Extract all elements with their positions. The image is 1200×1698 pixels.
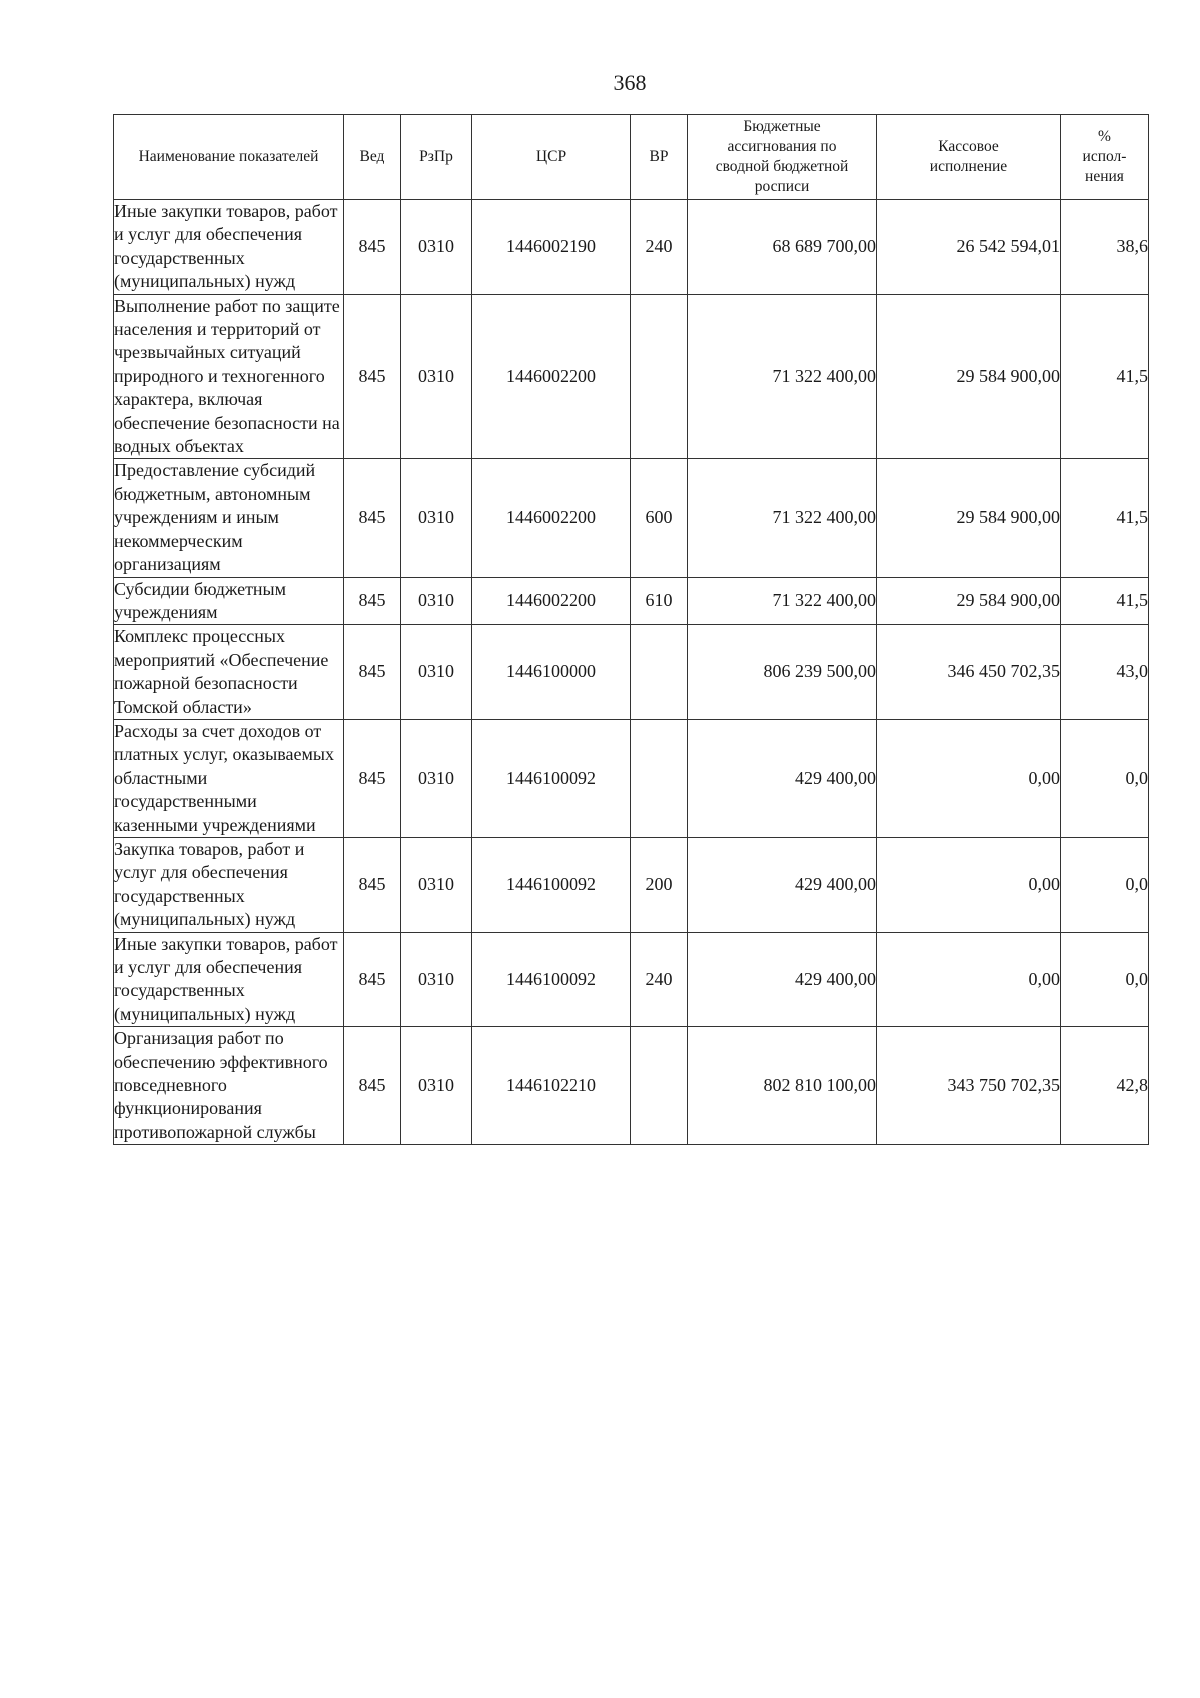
row-vr: 240 [631,200,688,295]
table-row [114,719,1149,837]
header-csr: ЦСР [472,115,631,200]
budget-table [113,114,1149,1145]
row-ved: 845 [344,625,401,720]
table-header-row [114,115,1149,200]
row-csr: 1446002200 [472,577,631,625]
table-row [114,294,1149,459]
row-cash: 0,00 [877,719,1061,837]
row-name: Закупка товаров, работ и услуг для обеспечения государственных (муниципальных) нужд [114,837,344,932]
row-csr: 1446100092 [472,719,631,837]
row-csr: 1446002190 [472,200,631,295]
row-percent: 38,6 [1061,200,1149,295]
row-vr [631,294,688,459]
row-cash: 346 450 702,35 [877,625,1061,720]
row-ved: 845 [344,200,401,295]
row-name: Расходы за счет доходов от платных услуг, оказываемых областными государственными казенными учреждениями [114,719,344,837]
row-rzpr: 0310 [401,200,472,295]
row-vr: 610 [631,577,688,625]
row-rzpr: 0310 [401,625,472,720]
row-budget: 806 239 500,00 [688,625,877,720]
header-name: Наименование показателей [114,115,344,200]
row-name: Иные закупки товаров, работ и услуг для обеспечения государственных (муниципальных) нужд [114,200,344,295]
row-cash: 0,00 [877,837,1061,932]
row-percent: 43,0 [1061,625,1149,720]
row-percent: 41,5 [1061,294,1149,459]
row-csr: 1446100000 [472,625,631,720]
row-csr: 1446102210 [472,1027,631,1145]
header-rzpr: РзПр [401,115,472,200]
header-vr: ВР [631,115,688,200]
row-cash: 0,00 [877,932,1061,1027]
row-ved: 845 [344,577,401,625]
row-rzpr: 0310 [401,719,472,837]
row-budget: 429 400,00 [688,932,877,1027]
row-name: Субсидии бюджетным учреждениям [114,577,344,625]
row-vr [631,719,688,837]
row-name: Выполнение работ по защите населения и территорий от чрезвычайных ситуаций природного и техногенного характера, включая обеспечение безопасности на водных объектах [114,294,344,459]
row-ved: 845 [344,719,401,837]
row-cash: 26 542 594,01 [877,200,1061,295]
table-row [114,200,1149,295]
row-percent: 0,0 [1061,837,1149,932]
row-rzpr: 0310 [401,837,472,932]
row-budget: 429 400,00 [688,837,877,932]
row-ved: 845 [344,294,401,459]
row-name: Комплекс процессных мероприятий «Обеспечение пожарной безопасности Томской области» [114,625,344,720]
header-budget: Бюджетные ассигнования по сводной бюджетной росписи [688,115,877,200]
row-budget: 71 322 400,00 [688,459,877,577]
row-rzpr: 0310 [401,932,472,1027]
header-percent: % испол-нения [1061,115,1149,200]
table-row [114,577,1149,625]
row-budget: 802 810 100,00 [688,1027,877,1145]
row-percent: 0,0 [1061,719,1149,837]
row-percent: 42,8 [1061,1027,1149,1145]
row-ved: 845 [344,1027,401,1145]
row-name: Предоставление субсидий бюджетным, автономным учреждениям и иным некоммерческим организациям [114,459,344,577]
table-row [114,1027,1149,1145]
header-ved: Вед [344,115,401,200]
row-rzpr: 0310 [401,294,472,459]
row-csr: 1446002200 [472,294,631,459]
row-budget: 71 322 400,00 [688,294,877,459]
row-cash: 29 584 900,00 [877,294,1061,459]
row-vr: 200 [631,837,688,932]
row-csr: 1446100092 [472,837,631,932]
row-vr [631,625,688,720]
row-csr: 1446002200 [472,459,631,577]
table-row [114,459,1149,577]
row-vr: 600 [631,459,688,577]
row-budget: 429 400,00 [688,719,877,837]
row-cash: 29 584 900,00 [877,577,1061,625]
table-row [114,932,1149,1027]
row-rzpr: 0310 [401,459,472,577]
page-number: 368 [613,70,647,95]
row-rzpr: 0310 [401,577,472,625]
row-percent: 41,5 [1061,459,1149,577]
row-cash: 343 750 702,35 [877,1027,1061,1145]
row-ved: 845 [344,459,401,577]
row-percent: 41,5 [1061,577,1149,625]
row-budget: 71 322 400,00 [688,577,877,625]
header-cash: Кассовое исполнение [877,115,1061,200]
row-csr: 1446100092 [472,932,631,1027]
row-budget: 68 689 700,00 [688,200,877,295]
row-vr: 240 [631,932,688,1027]
row-percent: 0,0 [1061,932,1149,1027]
table-row [114,837,1149,932]
row-cash: 29 584 900,00 [877,459,1061,577]
row-name: Иные закупки товаров, работ и услуг для обеспечения государственных (муниципальных) нужд [114,932,344,1027]
row-vr [631,1027,688,1145]
row-rzpr: 0310 [401,1027,472,1145]
table-row [114,625,1149,720]
row-name: Организация работ по обеспечению эффективного повседневного функционирования противопожарной службы [114,1027,344,1145]
row-ved: 845 [344,837,401,932]
row-ved: 845 [344,932,401,1027]
